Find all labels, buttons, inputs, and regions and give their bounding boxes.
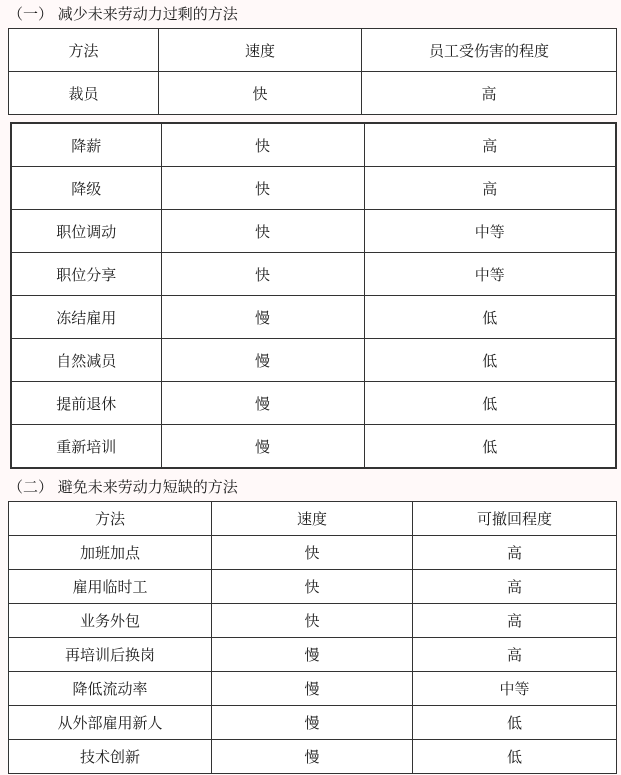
table-row bbox=[11, 167, 616, 210]
method-cell: 技术创新 bbox=[9, 740, 212, 774]
table-row bbox=[11, 210, 616, 253]
header-reversibility: 可撤回程度 bbox=[413, 502, 617, 536]
table-row bbox=[9, 672, 617, 706]
harm-cell: 中等 bbox=[364, 210, 616, 253]
header-method: 方法 bbox=[9, 29, 159, 72]
table-row bbox=[9, 570, 617, 604]
table-row bbox=[11, 382, 616, 425]
speed-cell: 快 bbox=[212, 570, 413, 604]
header-harm-degree: 员工受伤害的程度 bbox=[362, 29, 617, 72]
reversibility-cell: 中等 bbox=[413, 672, 617, 706]
reversibility-cell: 高 bbox=[413, 604, 617, 638]
method-cell: 雇用临时工 bbox=[9, 570, 212, 604]
table-row bbox=[11, 425, 616, 469]
reversibility-cell: 高 bbox=[413, 536, 617, 570]
speed-cell: 慢 bbox=[161, 296, 364, 339]
harm-cell: 高 bbox=[362, 72, 617, 115]
harm-cell: 高 bbox=[364, 123, 616, 167]
table-row bbox=[11, 123, 616, 167]
header-method: 方法 bbox=[9, 502, 212, 536]
method-cell: 裁员 bbox=[9, 72, 159, 115]
method-cell: 重新培训 bbox=[11, 425, 161, 469]
harm-cell: 低 bbox=[364, 425, 616, 469]
method-cell: 职位分享 bbox=[11, 253, 161, 296]
method-cell: 业务外包 bbox=[9, 604, 212, 638]
table-row bbox=[9, 638, 617, 672]
method-cell: 降薪 bbox=[11, 123, 161, 167]
table-row bbox=[9, 604, 617, 638]
section1-title: （一） 减少未来劳动力过剩的方法 bbox=[8, 5, 238, 23]
reversibility-cell: 低 bbox=[413, 706, 617, 740]
speed-cell: 慢 bbox=[212, 706, 413, 740]
reversibility-cell: 高 bbox=[413, 570, 617, 604]
method-cell: 降级 bbox=[11, 167, 161, 210]
header-speed: 速度 bbox=[212, 502, 413, 536]
section2-title: （二） 避免未来劳动力短缺的方法 bbox=[8, 478, 238, 496]
speed-cell: 慢 bbox=[212, 672, 413, 706]
harm-cell: 中等 bbox=[364, 253, 616, 296]
method-cell: 加班加点 bbox=[9, 536, 212, 570]
method-cell: 降低流动率 bbox=[9, 672, 212, 706]
table-row bbox=[9, 536, 617, 570]
table-row bbox=[11, 253, 616, 296]
table-header-row bbox=[9, 29, 617, 72]
speed-cell: 快 bbox=[159, 72, 362, 115]
table-row bbox=[9, 706, 617, 740]
surplus-methods-table bbox=[10, 122, 617, 469]
header-speed: 速度 bbox=[159, 29, 362, 72]
method-cell: 冻结雇用 bbox=[11, 296, 161, 339]
harm-cell: 高 bbox=[364, 167, 616, 210]
speed-cell: 慢 bbox=[212, 740, 413, 774]
speed-cell: 慢 bbox=[161, 339, 364, 382]
table-row bbox=[11, 296, 616, 339]
speed-cell: 快 bbox=[212, 604, 413, 638]
speed-cell: 快 bbox=[161, 167, 364, 210]
harm-cell: 低 bbox=[364, 296, 616, 339]
method-cell: 职位调动 bbox=[11, 210, 161, 253]
harm-cell: 低 bbox=[364, 382, 616, 425]
table-header-row bbox=[9, 502, 617, 536]
speed-cell: 快 bbox=[212, 536, 413, 570]
table-row bbox=[9, 740, 617, 774]
method-cell: 从外部雇用新人 bbox=[9, 706, 212, 740]
method-cell: 提前退休 bbox=[11, 382, 161, 425]
surplus-methods-table-top bbox=[8, 28, 617, 115]
speed-cell: 慢 bbox=[212, 638, 413, 672]
shortage-methods-table bbox=[8, 501, 617, 774]
reversibility-cell: 低 bbox=[413, 740, 617, 774]
harm-cell: 低 bbox=[364, 339, 616, 382]
speed-cell: 快 bbox=[161, 123, 364, 167]
speed-cell: 慢 bbox=[161, 382, 364, 425]
speed-cell: 快 bbox=[161, 253, 364, 296]
method-cell: 自然减员 bbox=[11, 339, 161, 382]
speed-cell: 快 bbox=[161, 210, 364, 253]
speed-cell: 慢 bbox=[161, 425, 364, 469]
reversibility-cell: 高 bbox=[413, 638, 617, 672]
method-cell: 再培训后换岗 bbox=[9, 638, 212, 672]
table-row bbox=[11, 339, 616, 382]
table-row bbox=[9, 72, 617, 115]
